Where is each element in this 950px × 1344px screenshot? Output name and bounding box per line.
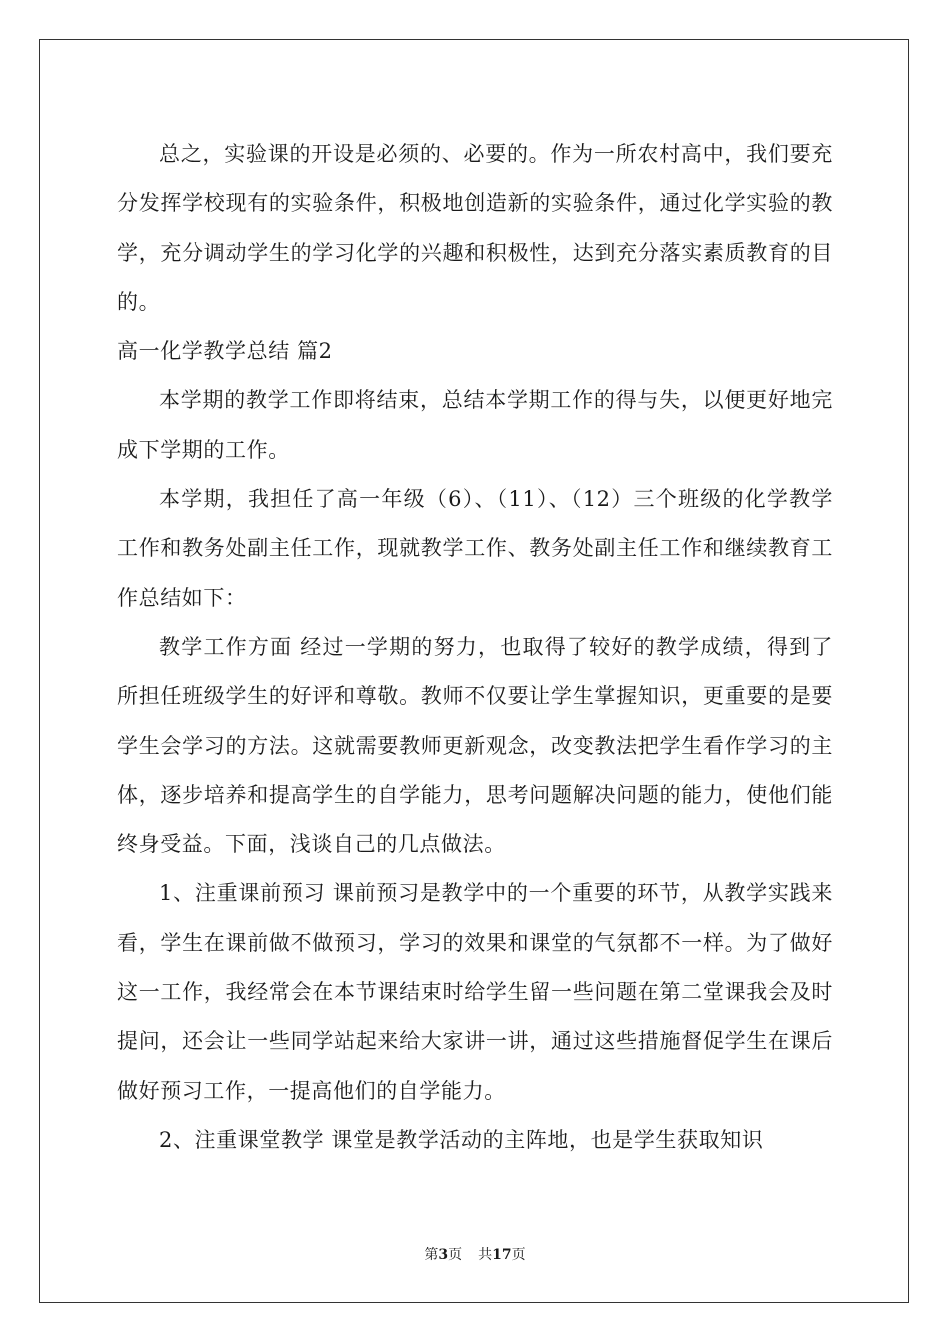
- page-prefix: 第: [424, 1247, 439, 1263]
- total-pages: 17: [492, 1247, 512, 1263]
- page-footer: [0, 1244, 950, 1264]
- total-suffix: 页: [511, 1247, 526, 1263]
- page-number: 3: [438, 1247, 449, 1263]
- page-suffix: 页: [448, 1247, 463, 1263]
- paragraph-teaching: 教学工作方面 经过一学期的努力，也取得了较好的教学成绩，得到了所担任班级学生的好评和尊敬。教师不仅要让学生掌握知识，更重要的是要学生会学习的方法。这就需要教师更新观念，改变教法把学生看作学习的主体，逐步培养和提高学生的自学能力，思考问题解决问题的能力，使他们能终身受益。下面，浅谈自己的几点做法。: [117, 634, 833, 857]
- paragraph-duties: 本学期，我担任了高一年级（6）、（11）、（12）三个班级的化学教学工作和教务处副主任工作，现就教学工作、教务处副主任工作和继续教育工作总结如下：: [117, 487, 833, 610]
- paragraph-conclusion: 总之，实验课的开设是必须的、必要的。作为一所农村高中，我们要充分发挥学校现有的实验条件，积极地创造新的实验条件，通过化学实验的教学，充分调动学生的学习化学的兴趣和积极性，达到充分落实素质教育的目的。: [117, 142, 833, 314]
- paragraph-classroom: 2、注重课堂教学 课堂是教学活动的主阵地，也是学生获取知识: [159, 1127, 764, 1152]
- document-body: [117, 130, 833, 1165]
- paragraph-intro: 本学期的教学工作即将结束，总结本学期工作的得与失，以便更好地完成下学期的工作。: [117, 388, 833, 462]
- section-heading: 高一化学教学总结 篇2: [117, 339, 333, 364]
- paragraph-preview: 1、注重课前预习 课前预习是教学中的一个重要的环节，从教学实践来看，学生在课前做不做预习，学习的效果和课堂的气氛都不一样。为了做好这一工作，我经常会在本节课结束时给学生留一些问题在第二堂课我会及时提问，还会让一些同学站起来给大家讲一讲，通过这些措施督促学生在课后做好预习工作，一提高他们的自学能力。: [117, 881, 833, 1103]
- total-prefix: 共: [478, 1247, 493, 1263]
